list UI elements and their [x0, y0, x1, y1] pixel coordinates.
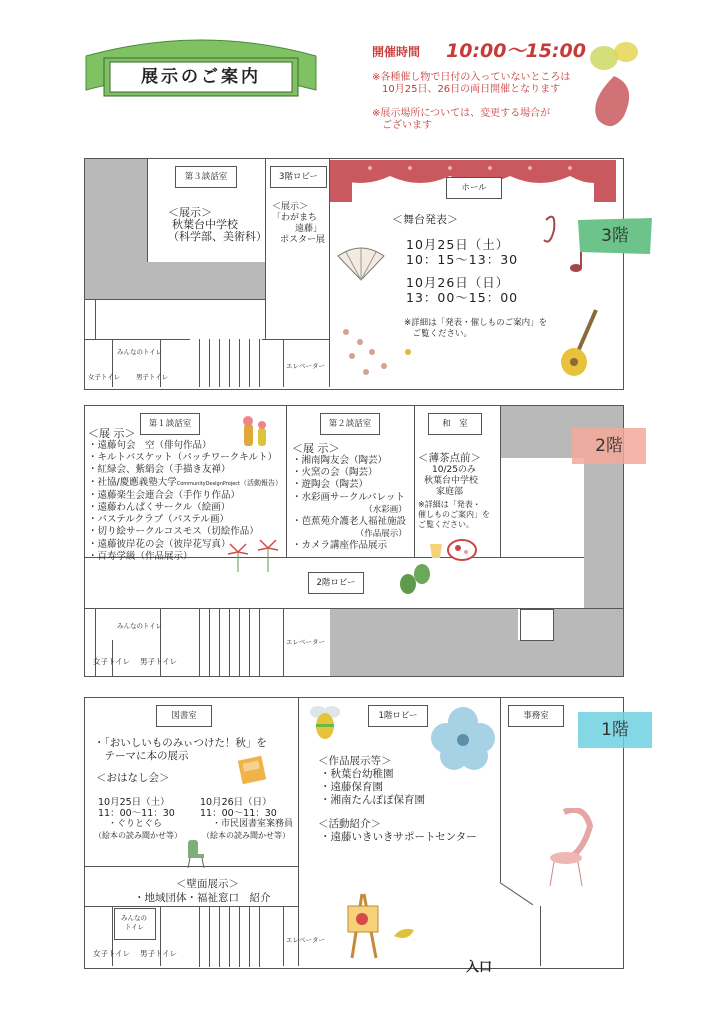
- room3-line: 秋葉台中学校: [172, 218, 238, 231]
- exhibit-item: [88, 477, 282, 490]
- floor2-gray-block: [518, 640, 623, 676]
- toilet-men: 男子トイレ: [136, 373, 169, 381]
- wall-line: ・地域団体・福祉窓口 紹介: [134, 892, 271, 904]
- exhibit-item: ・パステルクラブ（パステル画）: [88, 514, 229, 526]
- washitsu-note: ※詳細は「発表・: [418, 500, 481, 509]
- exhibit-item: ・カメラ講座作品展示: [292, 540, 388, 552]
- stairs: [190, 339, 262, 387]
- chair-icon: [544, 808, 600, 892]
- story-day1-who: ・ぐりとぐら: [108, 819, 163, 829]
- header-notes: [372, 72, 570, 132]
- note-line: ※各種催し物で日付の入っていないところは: [372, 72, 571, 83]
- library-exhibit: テーマに本の展示: [94, 750, 189, 762]
- room2-exhibits: [292, 442, 407, 553]
- washitsu-line: 10/25のみ: [432, 465, 476, 475]
- exhibit-item: ・水彩画サークルパレット: [292, 491, 405, 503]
- hall-day1-time: 10：15〜13：30: [406, 252, 519, 267]
- exhibit-item: ・湘南陶友会（陶芸）: [292, 455, 388, 466]
- toilet-shared: トイレ: [125, 923, 145, 931]
- lobby1-item: ・遠藤保育園: [320, 781, 383, 793]
- exhibit-item: ・キルトバスケット（パッチワークキルト）: [88, 452, 278, 464]
- hall-day2-date: 10月26日（日）: [406, 275, 510, 290]
- exhibit-item: ・遊陶会（陶芸）: [292, 479, 369, 491]
- lobby1-item: ・秋葉台幼稚園: [320, 768, 394, 780]
- exhibit-item: （水彩画）: [292, 504, 407, 515]
- floor2-gray-block: [554, 608, 623, 640]
- toilet-shared: みんなのトイレ: [117, 622, 163, 630]
- note-line: 10月25日、26日の両日開催となります: [372, 84, 561, 95]
- kokeshi-icon: [238, 410, 274, 454]
- exhibit-item: ・遠藤句会 空（俳句作品）: [88, 440, 212, 451]
- elevator: エレベーター: [286, 936, 325, 944]
- sweet-potato-icon: [584, 36, 650, 140]
- exhibit-item: ・芭蕉苑介護老人福祉施設: [292, 516, 407, 528]
- floor3-tag-text: 3階: [601, 226, 629, 246]
- lobby2-label: 2階ロビー: [308, 572, 364, 594]
- lobby1-heading: ＜作品展示等＞: [318, 755, 392, 767]
- note-line: ※展示場所については、変更する場合が: [372, 108, 551, 119]
- washitsu-heading: ＜薄茶点前＞: [418, 452, 481, 464]
- lobby3-line: 「わがまち: [272, 213, 318, 223]
- page-title: 展示のご案内: [141, 67, 261, 87]
- spider-lily-icon: [218, 538, 290, 576]
- toilet-shared: みんなの: [121, 914, 147, 922]
- hours-value: 10:00〜15:00: [446, 40, 586, 62]
- room1-heading: ＜展 示＞: [88, 427, 136, 440]
- activity-item: ・遠藤いきいきサポートセンター: [320, 831, 477, 843]
- stairs: [190, 907, 262, 967]
- flowers-icon: [336, 322, 416, 386]
- hall-note: ※詳細は「発表・催しものご案内」を: [404, 318, 548, 328]
- elevator: エレベーター: [286, 362, 325, 370]
- lobby3-heading: ＜展示＞: [272, 202, 309, 212]
- story-day2-date: 10月26日（日）: [200, 797, 272, 808]
- exhibit-item: （作品展示）: [292, 529, 407, 540]
- exhibit-item: ・遠藤楽生会連合会（手作り作品）: [88, 489, 241, 501]
- room3-line: （科学部、美術科）: [168, 230, 267, 243]
- hall-heading: ＜舞台発表＞: [392, 213, 458, 226]
- flower-icon: [430, 706, 496, 774]
- hall-note: ご覧ください。: [404, 329, 473, 339]
- bee-icon: [304, 700, 344, 752]
- exhibit-item-text: ・社協/慶應義塾大学: [88, 476, 177, 488]
- hall-day2-time: 13：00〜15：00: [406, 290, 519, 305]
- room2-label: 第２談話室: [320, 413, 380, 435]
- exhibit-item: ・紅緑会、紫絹会（手描き友禅）: [88, 464, 231, 476]
- floor2-gray-block: [436, 608, 518, 676]
- story-day2-time: 11：00〜11：30: [200, 808, 277, 819]
- easel-icon: [342, 890, 422, 964]
- floor3-tag: [578, 218, 652, 254]
- lobby3-line: ポスター展: [280, 235, 326, 245]
- room2-heading: ＜展 示＞: [292, 442, 340, 455]
- hall-label: ホール: [446, 177, 502, 199]
- washitsu-note: 催しものご案内」を: [418, 510, 490, 519]
- room3-heading: ＜展示＞: [168, 206, 212, 219]
- washitsu-note: ご覧ください。: [418, 520, 474, 529]
- story-day1-note: （絵本の読み聞かせ等）: [94, 831, 182, 840]
- wall-heading: ＜壁面展示＞: [176, 878, 239, 890]
- toilet-women: 女子トイレ: [93, 657, 131, 666]
- leaf-icon: [396, 562, 436, 602]
- lobby3-line: 遠藤」: [286, 224, 323, 234]
- chair-icon: [184, 838, 208, 872]
- activity-heading: ＜活動紹介＞: [318, 818, 381, 830]
- toilet-men: 男子トイレ: [140, 949, 178, 958]
- entrance-label: 入口: [466, 960, 493, 975]
- lobby1-item: ・湘南たんぽぽ保育園: [320, 794, 425, 806]
- hours-label: 開催時間: [372, 45, 421, 59]
- lobby3-label: 3階ロビー: [270, 166, 327, 188]
- note-line: ございます: [372, 120, 432, 131]
- story-day2-who: ・市民図書室案務員: [212, 819, 294, 829]
- ukulele-icon: [558, 306, 608, 384]
- floor2-gray-block: [584, 458, 623, 608]
- book-icon: [236, 752, 270, 790]
- exhibit-item: ・遠藤わんぱくサークル（絵画）: [88, 502, 231, 514]
- floor3-gray-block: [85, 159, 147, 299]
- floor3-gray-block: [147, 262, 265, 299]
- room3-label: 第３談話室: [175, 166, 237, 188]
- stairs: [190, 609, 262, 676]
- lobby1-label: 1階ロビー: [368, 705, 428, 727]
- toilet-women: 女子トイレ: [88, 373, 121, 381]
- exhibit-item: ・切り絵サークルコスモス（切絵作品）: [88, 526, 259, 538]
- hall-day1-date: 10月25日（土）: [406, 237, 510, 252]
- floor2-tag-text: 2階: [595, 436, 623, 456]
- exhibit-item: ・遠藤彼岸花の会（彼岸花写真）: [88, 538, 231, 550]
- floor2-gray-block: [330, 608, 436, 676]
- exhibit-item: ・百寿学級（作品展示）: [88, 550, 193, 562]
- storytime-heading: ＜おはなし会＞: [96, 772, 170, 784]
- elevator: エレベーター: [286, 638, 325, 646]
- office-label: 事務室: [508, 705, 564, 727]
- story-day2-note: （絵本の読み聞かせ等）: [202, 831, 290, 840]
- story-day1-time: 11：00〜11：30: [98, 808, 175, 819]
- story-day1-date: 10月25日（土）: [98, 797, 170, 808]
- toilet-women: 女子トイレ: [93, 949, 131, 958]
- fan-icon: [336, 246, 386, 286]
- exhibit-item: ・火窯の会（陶芸）: [292, 467, 378, 479]
- washitsu-label: 和 室: [428, 413, 482, 435]
- library-exhibit: ・「おいしいものみぃつけた！秋」を: [94, 737, 267, 749]
- exhibit-item-suffix: （活動報告）: [240, 478, 283, 487]
- washitsu-line: 家庭部: [436, 487, 464, 497]
- washitsu-line: 秋葉台中学校: [424, 476, 479, 486]
- title-banner: [84, 30, 318, 100]
- toilet-men: 男子トイレ: [140, 657, 178, 666]
- library-label: 図書室: [156, 705, 212, 727]
- floor1-tag-text: 1階: [601, 720, 629, 740]
- exhibit-item-small: CommunityDesignProject: [176, 480, 241, 487]
- room1-label: 第１談話室: [140, 413, 200, 435]
- toilet-shared: みんなのトイレ: [117, 348, 163, 356]
